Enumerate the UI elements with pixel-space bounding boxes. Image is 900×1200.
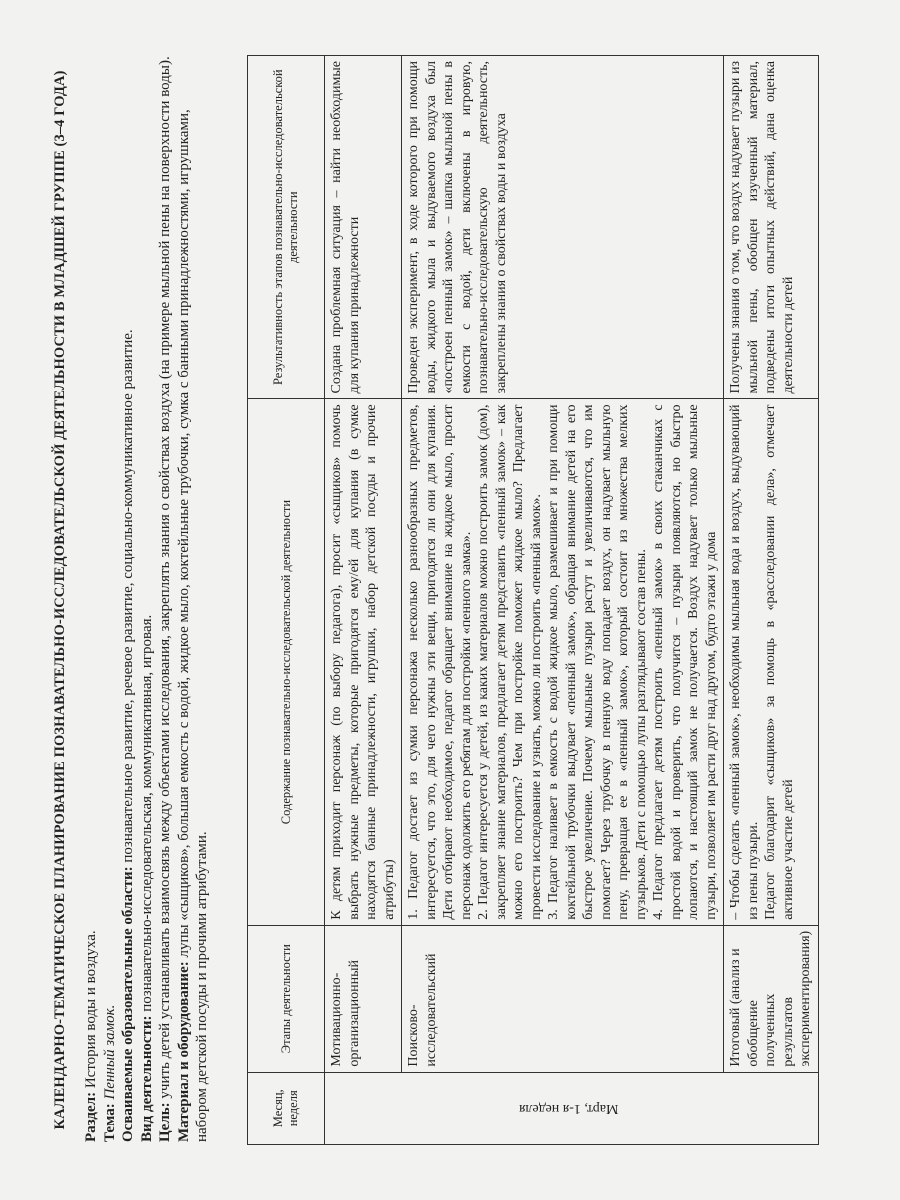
document-title: КАЛЕНДАРНО-ТЕМАТИЧЕСКОЕ ПЛАНИРОВАНИЕ ПОЗНАВАТЕЛЬНО-ИССЛЕДОВАТЕЛЬСКОЙ ДЕЯТЕЛЬНОСТИ В МЛАДШЕЙ ГРУППЕ (3–4 ГОДА) — [52, 70, 68, 1130]
areas-value: познавательное развитие, речевое развитие, социально-коммуникативное развитие. — [120, 329, 136, 867]
stage-cell: Поисково-исследовательский — [402, 925, 724, 1072]
activity-label: Вид деятельности: — [138, 1015, 155, 1142]
materials-label: Материал и оборудование: — [175, 961, 192, 1142]
planning-table — [247, 55, 819, 1145]
header-month: Месяц, неделя — [248, 1072, 325, 1144]
month-label: Март, 1-я неделя — [518, 1101, 619, 1117]
goal-value: учить детей устанавливать взаимосвязь между объектами исследования, закреплять знания о свойствах воздуха (на примере мыльной пены на поверхности воды). — [157, 56, 173, 1103]
areas-label: Осваиваемые образовательные области: — [120, 866, 136, 1142]
stage-cell: Итоговый (анализ и обобщение полученных результатов экспериментирования) — [724, 925, 819, 1072]
header-content: Содержание познавательно-исследовательской деятельности — [248, 399, 325, 925]
table-row — [724, 56, 819, 1145]
header-results: Результативность этапов познавательно-исследовательской деятельности — [248, 56, 325, 399]
content-paragraph: – Чтобы сделать «пенный замок», необходимы мыльная вода и воздух, выдувающий из пены пузыри. — [728, 404, 761, 920]
topic-label: Тема: — [101, 1103, 118, 1142]
table-header-row — [248, 56, 325, 1145]
content-paragraph: 2. Педагог интересуется у детей, из каких материалов можно построить замок (дом), закрепляет знание материалов, предлагает детям представить «пенный замок» – как можно его построить? Чем при постройке поможет жидкое мыло? Предлагает провести исследование и узнать, можно ли построить «пенный замок». — [476, 404, 544, 920]
result-cell: Получены знания о том, что воздух надувает пузыри из мыльной пены, обобщен изученный материал, подведены итоги опытных действий, дана оценка деятельности детей — [724, 56, 819, 399]
table-row — [402, 56, 724, 1145]
content-cell — [402, 399, 724, 925]
content-paragraph: 3. Педагог наливает в емкость с водой жидкое мыло, размешивает и при помощи коктейльной трубочки выдувает «пенный замок», обращая внимание детей на его быстрое увеличение. Почему мыльные пузыри растут и увеличиваются, что им помогает? Через трубочку в пенную воду попадает воздух, он надувает мыльную пену, превращая ее в «пенный замок», который состоит из множества мелких пузырьков. Дети с помощью лупы разглядывают состав пены. — [546, 404, 649, 920]
intro-block — [82, 52, 212, 1142]
topic-value: Пенный замок. — [101, 1004, 118, 1104]
materials-value: лупы «сыщиков», большая емкость с водой, жидкое мыло, коктейльные трубочки, сумка с банными принадлежностями, игрушками, набором детской посуды и прочими атрибутами. — [175, 109, 210, 1142]
section-line — [82, 52, 101, 1142]
activity-value: познавательно-исследовательская, коммуникативная, игровая. — [138, 614, 155, 1016]
topic-line — [101, 52, 120, 1142]
content-paragraph: 4. Педагог предлагает детям построить «пенный замок» в своих стаканчиках с простой водой и проверить, что получится – пузыри появляются, но быстро лопаются, и настоящий замок не получается. Воздух надувает только мыльные пузыри, позволяет им расти друг над другом, будто этажи у дома — [651, 404, 719, 920]
section-label: Раздел: — [83, 1091, 99, 1142]
header-stages: Этапы деятельности — [248, 925, 325, 1072]
materials-line — [175, 52, 212, 1142]
stage-cell: Мотивационно-организационный — [325, 925, 402, 1072]
goal-line — [156, 52, 175, 1142]
content-paragraph: Педагог благодарит «сыщиков» за помощь в «расследовании дела», отмечает активное участие детей — [763, 404, 796, 920]
goal-label: Цель: — [157, 1102, 173, 1142]
areas-line — [119, 52, 138, 1142]
content-cell — [325, 399, 402, 925]
result-cell: Проведен эксперимент, в ходе которого при помощи воды, жидкого мыла и выдуваемого воздуха был «построен пенный замок» – шапка мыльной пены в емкости с водой, дети включены в игровую, познавательно-исследовательскую деятельность, закреплены знания о свойствах воды и воздуха — [402, 56, 724, 399]
month-cell — [325, 1072, 819, 1144]
section-value: История воды и воздуха. — [83, 930, 99, 1092]
content-cell — [724, 399, 819, 925]
content-paragraph: 1. Педагог достает из сумки персонажа несколько разнообразных предметов, интересуется, что это, для чего нужны эти вещи, пригодятся ли они для купания. Дети отбирают необходимое, педагог обращает внимание на жидкое мыло, просит персонаж одолжить его ребятам для постройки «пенного замка». — [406, 404, 474, 920]
table-row — [325, 56, 402, 1145]
activity-line — [138, 52, 157, 1142]
content-paragraph: К детям приходит персонаж (по выбору педагога), просит «сыщиков» помочь выбрать нужные предметы, которые пригодятся ему/ей для купания (в сумке находятся банные принадлежности, игрушки, набор детской посуды и прочие атрибуты) — [329, 404, 397, 920]
result-cell: Создана проблемная ситуация – найти необходимые для купания принадлежности — [325, 56, 402, 399]
